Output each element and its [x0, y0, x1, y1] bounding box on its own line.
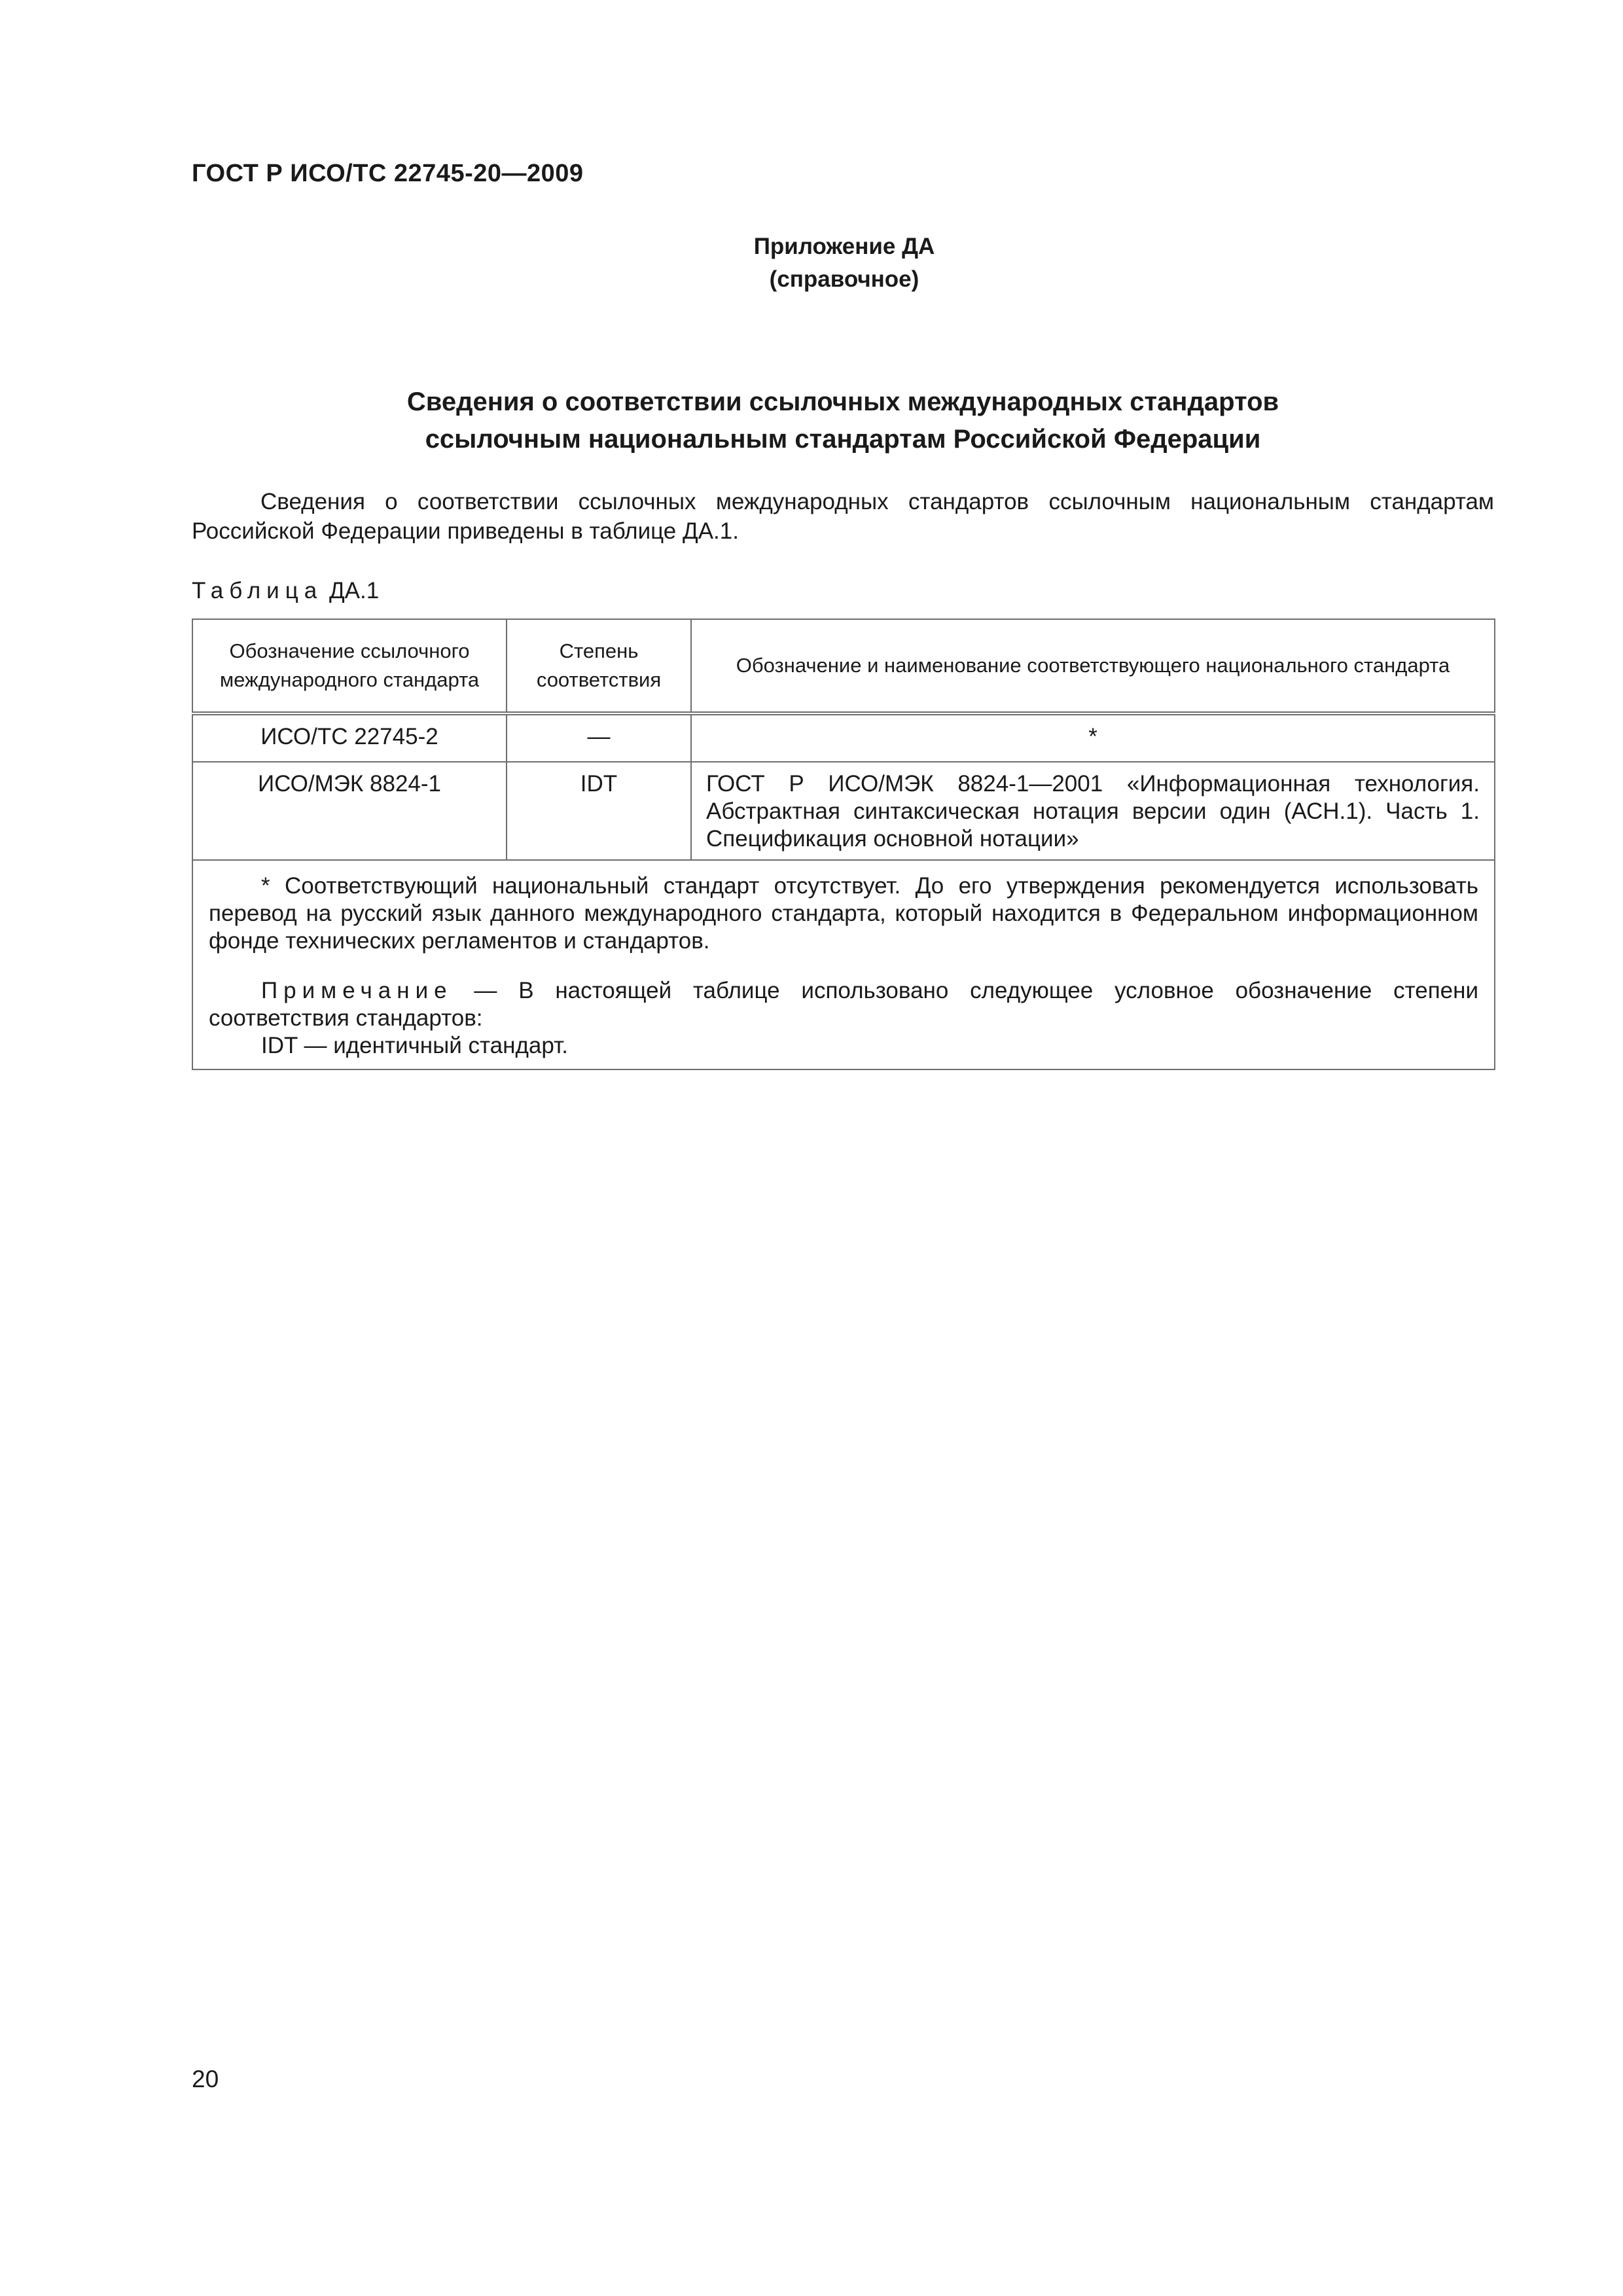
table-footer-cell: [192, 860, 1495, 1069]
note-paragraph: [209, 977, 1478, 1032]
section-title: [192, 384, 1494, 458]
header-international-standard: Обозначение ссылочного международного стандарта: [192, 619, 507, 713]
appendix-title: Приложение ДА: [753, 234, 935, 259]
cell-national-standard: *: [691, 713, 1495, 762]
note-text: — В настоящей таблице использовано следующее условное обозначение степени соответствия стандартов:: [209, 978, 1478, 1031]
cell-national-standard: ГОСТ Р ИСО/МЭК 8824-1—2001 «Информационная технология. Абстрактная синтаксическая нотация версии один (АСН.1). Часть 1. Спецификация основной нотации»: [691, 762, 1495, 860]
appendix-subtitle: (справочное): [769, 266, 919, 292]
cell-international-standard: ИСО/ТС 22745-2: [192, 713, 507, 762]
page-number: 20: [192, 2066, 219, 2092]
cell-degree: —: [507, 713, 691, 762]
header-national-standard: Обозначение и наименование соответствующего национального стандарта: [691, 619, 1495, 713]
cell-international-standard: ИСО/МЭК 8824-1: [192, 762, 507, 860]
section-title-line-2: ссылочным национальным стандартам Российской Федерации: [425, 425, 1261, 454]
correspondence-table: [192, 619, 1495, 1070]
table-row: [192, 762, 1495, 860]
table-header-row: [192, 619, 1495, 713]
footnote-text: * Соответствующий национальный стандарт отсутствует. До его утверждения рекомендуется использовать перевод на русский язык данного международного стандарта, который находится в Федеральном информационном фонде технических регламентов и стандартов.: [209, 873, 1478, 954]
table-row: [192, 713, 1495, 762]
table-caption: [192, 578, 379, 604]
table-caption-number: ДА.1: [329, 578, 380, 603]
note-label: Примечание: [261, 978, 453, 1003]
header-degree: Степень соответствия: [507, 619, 691, 713]
document-code-header: ГОСТ Р ИСО/ТС 22745-20—2009: [192, 160, 584, 187]
cell-degree: IDT: [507, 762, 691, 860]
appendix-heading: [0, 230, 1623, 296]
intro-paragraph: Сведения о соответствии ссылочных международных стандартов ссылочным национальным стандартам Российской Федерации приведены в таблице ДА.1.: [192, 489, 1494, 544]
note-idt-definition: IDT — идентичный стандарт.: [261, 1033, 568, 1058]
table-footer-row: [192, 860, 1495, 1069]
section-title-line-1: Сведения о соответствии ссылочных международных стандартов: [406, 387, 1279, 416]
table-caption-word: Таблица: [192, 578, 323, 603]
